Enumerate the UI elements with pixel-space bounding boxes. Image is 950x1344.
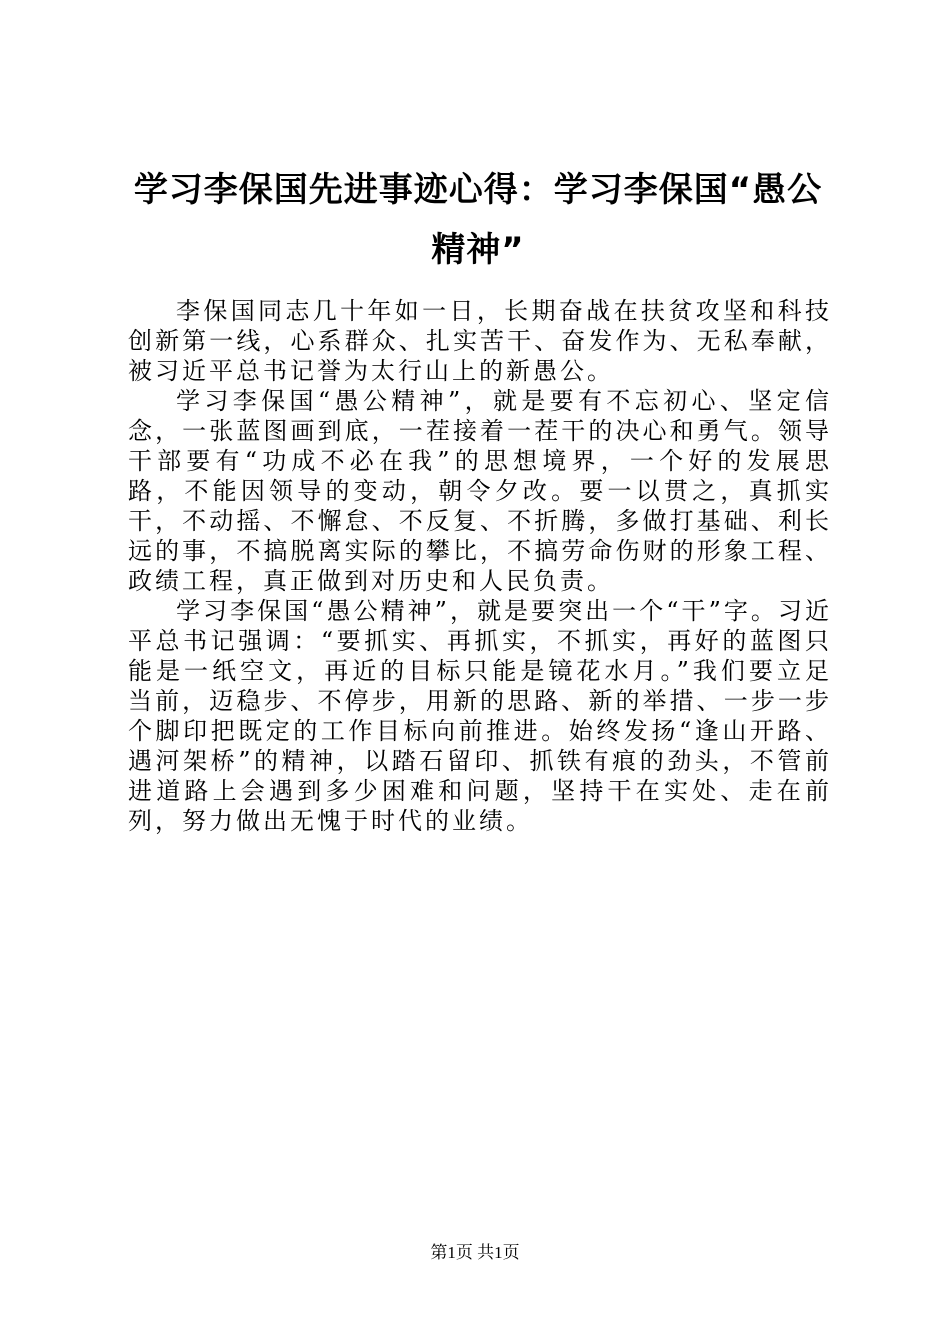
paragraph: 李保国同志几十年如一日，长期奋战在扶贫攻坚和科技创新第一线，心系群众、扎实苦干、奋发作为、无私奉献，被习近平总书记誉为太行山上的新愚公。 [128, 297, 832, 385]
paragraph: 学习李保国“愚公精神”，就是要有不忘初心、坚定信念，一张蓝图画到底，一茬接着一茬干的决心和勇气。领导干部要有“功成不必在我”的思想境界，一个好的发展思路，不能因领导的变动，朝令夕改。要一以贯之，真抓实干，不动摇、不懈怠、不反复、不折腾，多做打基础、利长远的事，不搞脱离实际的攀比，不搞劳命伤财的形象工程、政绩工程，真正做到对历史和人民负责。 [128, 387, 832, 595]
document-body [128, 296, 832, 836]
document-title: 学习李保国先进事迹心得：学习李保国“愚公精神” [133, 170, 823, 270]
paragraph: 学习李保国“愚公精神”，就是要突出一个“干”字。习近平总书记强调：“要抓实、再抓实，不抓实，再好的蓝图只能是一纸空文，再近的目标只能是镜花水月。”我们要立足当前，迈稳步、不停步，用新的思路、新的举措、一步一步个脚印把既定的工作目标向前推进。始终发扬“逢山开路、遇河架桥”的精神，以踏石留印、抓铁有痕的劲头，不管前进道路上会遇到多少困难和问题，坚持干在实处、走在前列，努力做出无愧于时代的业绩。 [128, 597, 832, 835]
page-number-footer: 第1页 共1页 [430, 1243, 520, 1262]
